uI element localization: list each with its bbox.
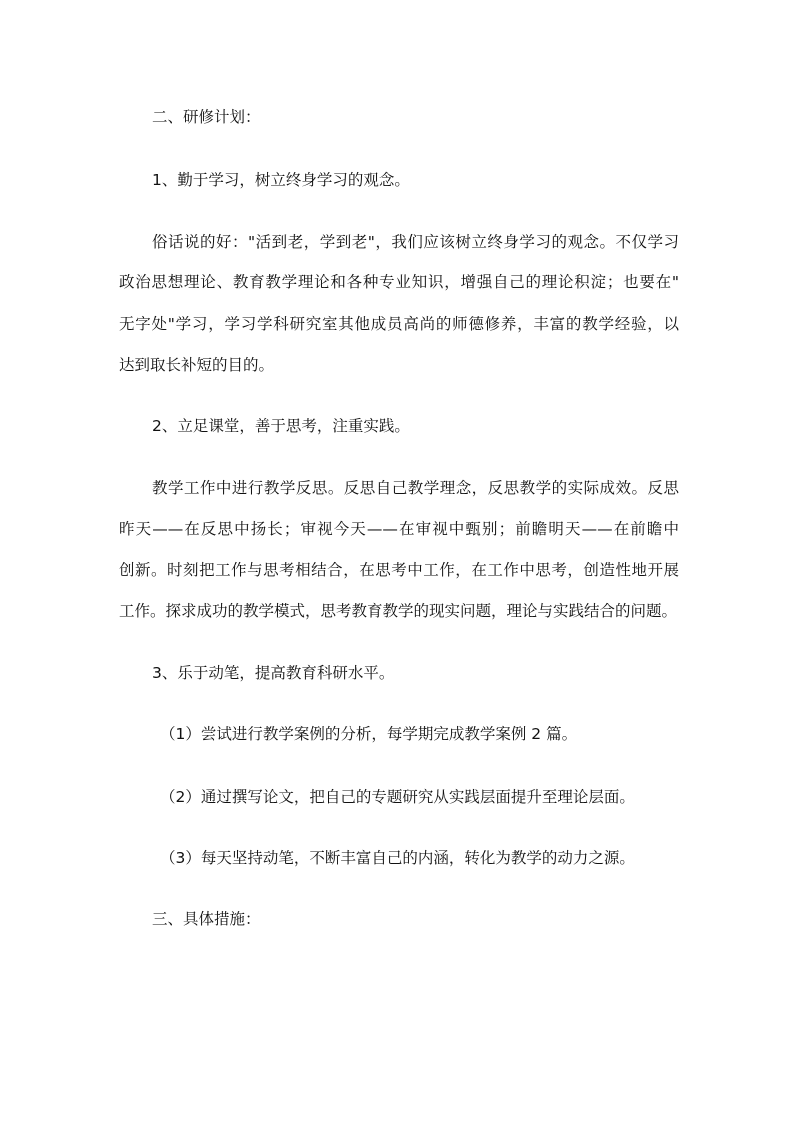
item-1-title: 1、勤于学习，树立终身学习的观念。 <box>152 171 410 189</box>
section-heading-measures: 三、具体措施： <box>152 910 261 928</box>
sub-item-1: （1）尝试进行教学案例的分析，每学期完成教学案例 2 篇。 <box>160 725 578 743</box>
paragraph-2-line-3: 创新。时刻把工作与思考相结合，在思考中工作，在工作中思考，创造性地开展 <box>119 561 679 579</box>
item-3-title: 3、乐于动笔，提高教育科研水平。 <box>152 664 395 682</box>
section-heading-plan: 二、研修计划： <box>152 108 261 126</box>
paragraph-1-line-4: 达到取长补短的目的。 <box>119 356 275 374</box>
paragraph-1-line-1: 俗话说的好："活到老，学到老"，我们应该树立终身学习的观念。不仅学习 <box>152 233 679 251</box>
paragraph-2-line-2: 昨天——在反思中扬长；审视今天——在审视中甄别；前瞻明天——在前瞻中 <box>119 520 679 538</box>
paragraph-1-line-2: 政治思想理论、教育教学理论和各种专业知识，增强自己的理论积淀；也要在" <box>119 273 679 291</box>
paragraph-1-line-3: 无字处"学习，学习学科研究室其他成员高尚的师德修养，丰富的教学经验，以 <box>119 315 679 333</box>
paragraph-2-line-4: 工作。探求成功的教学模式，思考教育教学的现实问题，理论与实践结合的问题。 <box>119 602 678 620</box>
sub-item-2: （2）通过撰写论文，把自己的专题研究从实践层面提升至理论层面。 <box>160 788 635 806</box>
item-2-title: 2、立足课堂，善于思考，注重实践。 <box>152 417 410 435</box>
paragraph-2-line-1: 教学工作中进行教学反思。反思自己教学理念，反思教学的实际成效。反思 <box>152 479 679 497</box>
sub-item-3: （3）每天坚持动笔，不断丰富自己的内涵，转化为教学的动力之源。 <box>160 849 635 867</box>
